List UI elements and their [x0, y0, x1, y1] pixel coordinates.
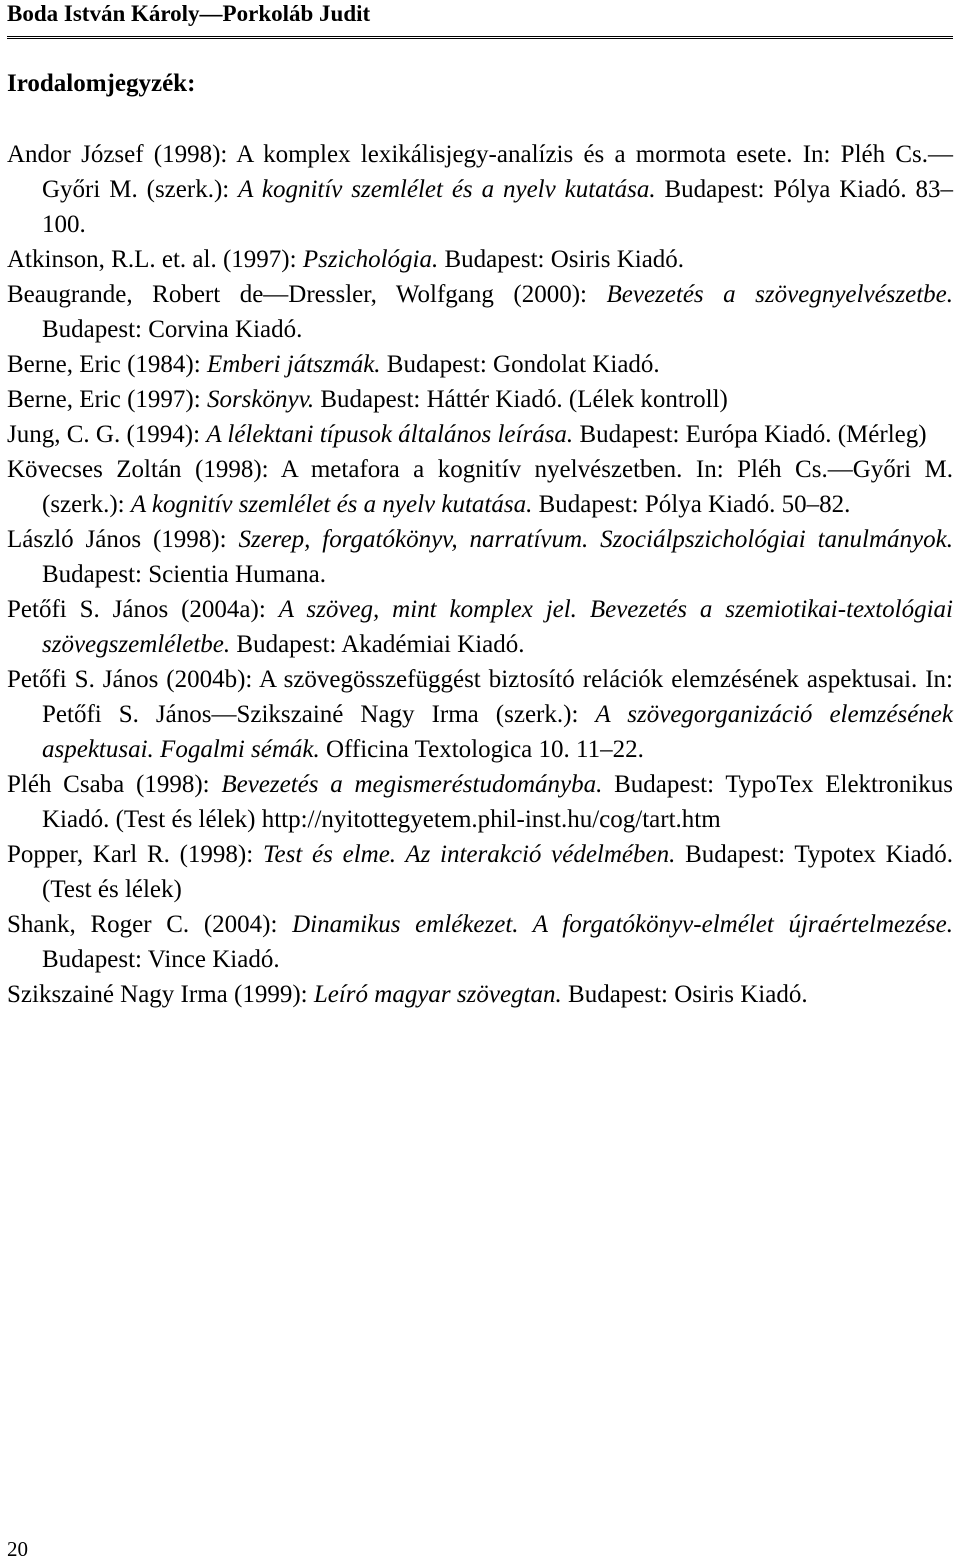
- reference-entry: [7, 277, 953, 347]
- reference-text: Shank, Roger C. (2004):: [7, 911, 293, 938]
- reference-text: Budapest: Pólya Kiadó. 83–100.: [42, 176, 954, 238]
- reference-title: A lélektani típusok általános leírása.: [206, 421, 574, 448]
- reference-entry: [7, 382, 953, 417]
- reference-text: Berne, Eric (1997):: [7, 386, 207, 413]
- reference-text: Kövecses Zoltán (1998): A metafora a kognitív nyelvészetben. In: Pléh Cs.—Győri M. (szerk.):: [7, 456, 953, 518]
- reference-entry: [7, 662, 953, 767]
- section-title: Irodalomjegyzék:: [7, 70, 196, 97]
- reference-title: Pszichológia.: [302, 246, 439, 273]
- reference-entry: [7, 767, 953, 837]
- reference-entry: [7, 242, 953, 277]
- header-authors: Boda István Károly—Porkoláb Judit: [7, 1, 371, 26]
- reference-text: Pléh Csaba (1998):: [7, 771, 222, 798]
- reference-entry: [7, 522, 953, 592]
- reference-title: A kognitív szemlélet és a nyelv kutatása.: [238, 176, 656, 203]
- reference-text: Budapest: Európa Kiadó. (Mérleg): [573, 421, 927, 448]
- reference-text: Budapest: Vince Kiadó.: [42, 946, 280, 973]
- reference-text: Officina Textologica 10. 11–22.: [319, 736, 644, 763]
- reference-entry: [7, 592, 953, 662]
- reference-text: Budapest: Háttér Kiadó. (Lélek kontroll): [314, 386, 728, 413]
- reference-list: [7, 137, 953, 1012]
- reference-entry: [7, 452, 953, 522]
- reference-title: A kognitív szemlélet és a nyelv kutatása.: [130, 491, 533, 518]
- reference-text: Szikszainé Nagy Irma (1999):: [7, 981, 314, 1008]
- reference-entry: [7, 977, 953, 1012]
- reference-text: Jung, C. G. (1994):: [7, 421, 207, 448]
- reference-text: Budapest: Typotex Kiadó. (Test és lélek): [42, 841, 953, 903]
- reference-title: A szöveg, mint komplex jel. Bevezetés a szemiotikai-textológiai szövegszemléletbe.: [42, 596, 953, 658]
- reference-entry: [7, 837, 953, 907]
- reference-title: Szerep, forgatókönyv, narratívum. Szociálpszichológiai tanulmányok.: [238, 526, 953, 553]
- reference-text: Budapest: Osiris Kiadó.: [561, 981, 808, 1008]
- reference-text: Atkinson, R.L. et. al. (1997):: [7, 246, 303, 273]
- reference-text: Beaugrande, Robert de—Dressler, Wolfgang (2000):: [7, 281, 607, 308]
- reference-text: Budapest: TypoTex Elektronikus Kiadó. (Test és lélek) http://nyitottegyetem.phil-inst.hu/cog/tart.htm: [42, 771, 953, 833]
- reference-entry: [7, 907, 953, 977]
- reference-title: Dinamikus emlékezet. A forgatókönyv-elmélet újraértelmezése.: [292, 911, 953, 938]
- reference-text: Petőfi S. János (2004a):: [7, 596, 279, 623]
- running-header: [7, 0, 953, 39]
- page-number: 20: [7, 1537, 28, 1561]
- reference-title: Emberi játszmák.: [206, 351, 381, 378]
- reference-text: Petőfi S. János (2004b): A szövegösszefüggést biztosító relációk elemzésének aspektusai. In: Petőfi S. János—Szikszainé Nagy Irma (szerk.):: [7, 666, 953, 728]
- reference-title: Bevezetés a megismeréstudományba.: [221, 771, 603, 798]
- reference-title: Bevezetés a szövegnyelvészetbe.: [606, 281, 954, 308]
- reference-entry: [7, 347, 953, 382]
- reference-text: Popper, Karl R. (1998):: [7, 841, 263, 868]
- reference-text: Budapest: Pólya Kiadó. 50–82.: [532, 491, 851, 518]
- reference-text: Budapest: Corvina Kiadó.: [42, 316, 303, 343]
- reference-text: Andor József (1998): A komplex lexikálisjegy-analízis és a mormota esete. In: Pléh Cs.—Győri M. (szerk.):: [7, 141, 953, 203]
- reference-entry: [7, 137, 953, 242]
- reference-text: Berne, Eric (1984):: [7, 351, 207, 378]
- reference-title: Leíró magyar szövegtan.: [313, 981, 562, 1008]
- reference-entry: [7, 417, 953, 452]
- reference-text: Budapest: Akadémiai Kiadó.: [230, 631, 525, 658]
- reference-title: A szövegorganizáció elemzésének aspektusai. Fogalmi sémák.: [42, 701, 953, 763]
- reference-title: Sorskönyv.: [206, 386, 315, 413]
- reference-text: Budapest: Osiris Kiadó.: [438, 246, 685, 273]
- reference-title: Test és elme. Az interakció védelmében.: [262, 841, 676, 868]
- reference-text: Budapest: Scientia Humana.: [42, 561, 326, 588]
- reference-text: Budapest: Gondolat Kiadó.: [380, 351, 660, 378]
- reference-text: László János (1998):: [7, 526, 239, 553]
